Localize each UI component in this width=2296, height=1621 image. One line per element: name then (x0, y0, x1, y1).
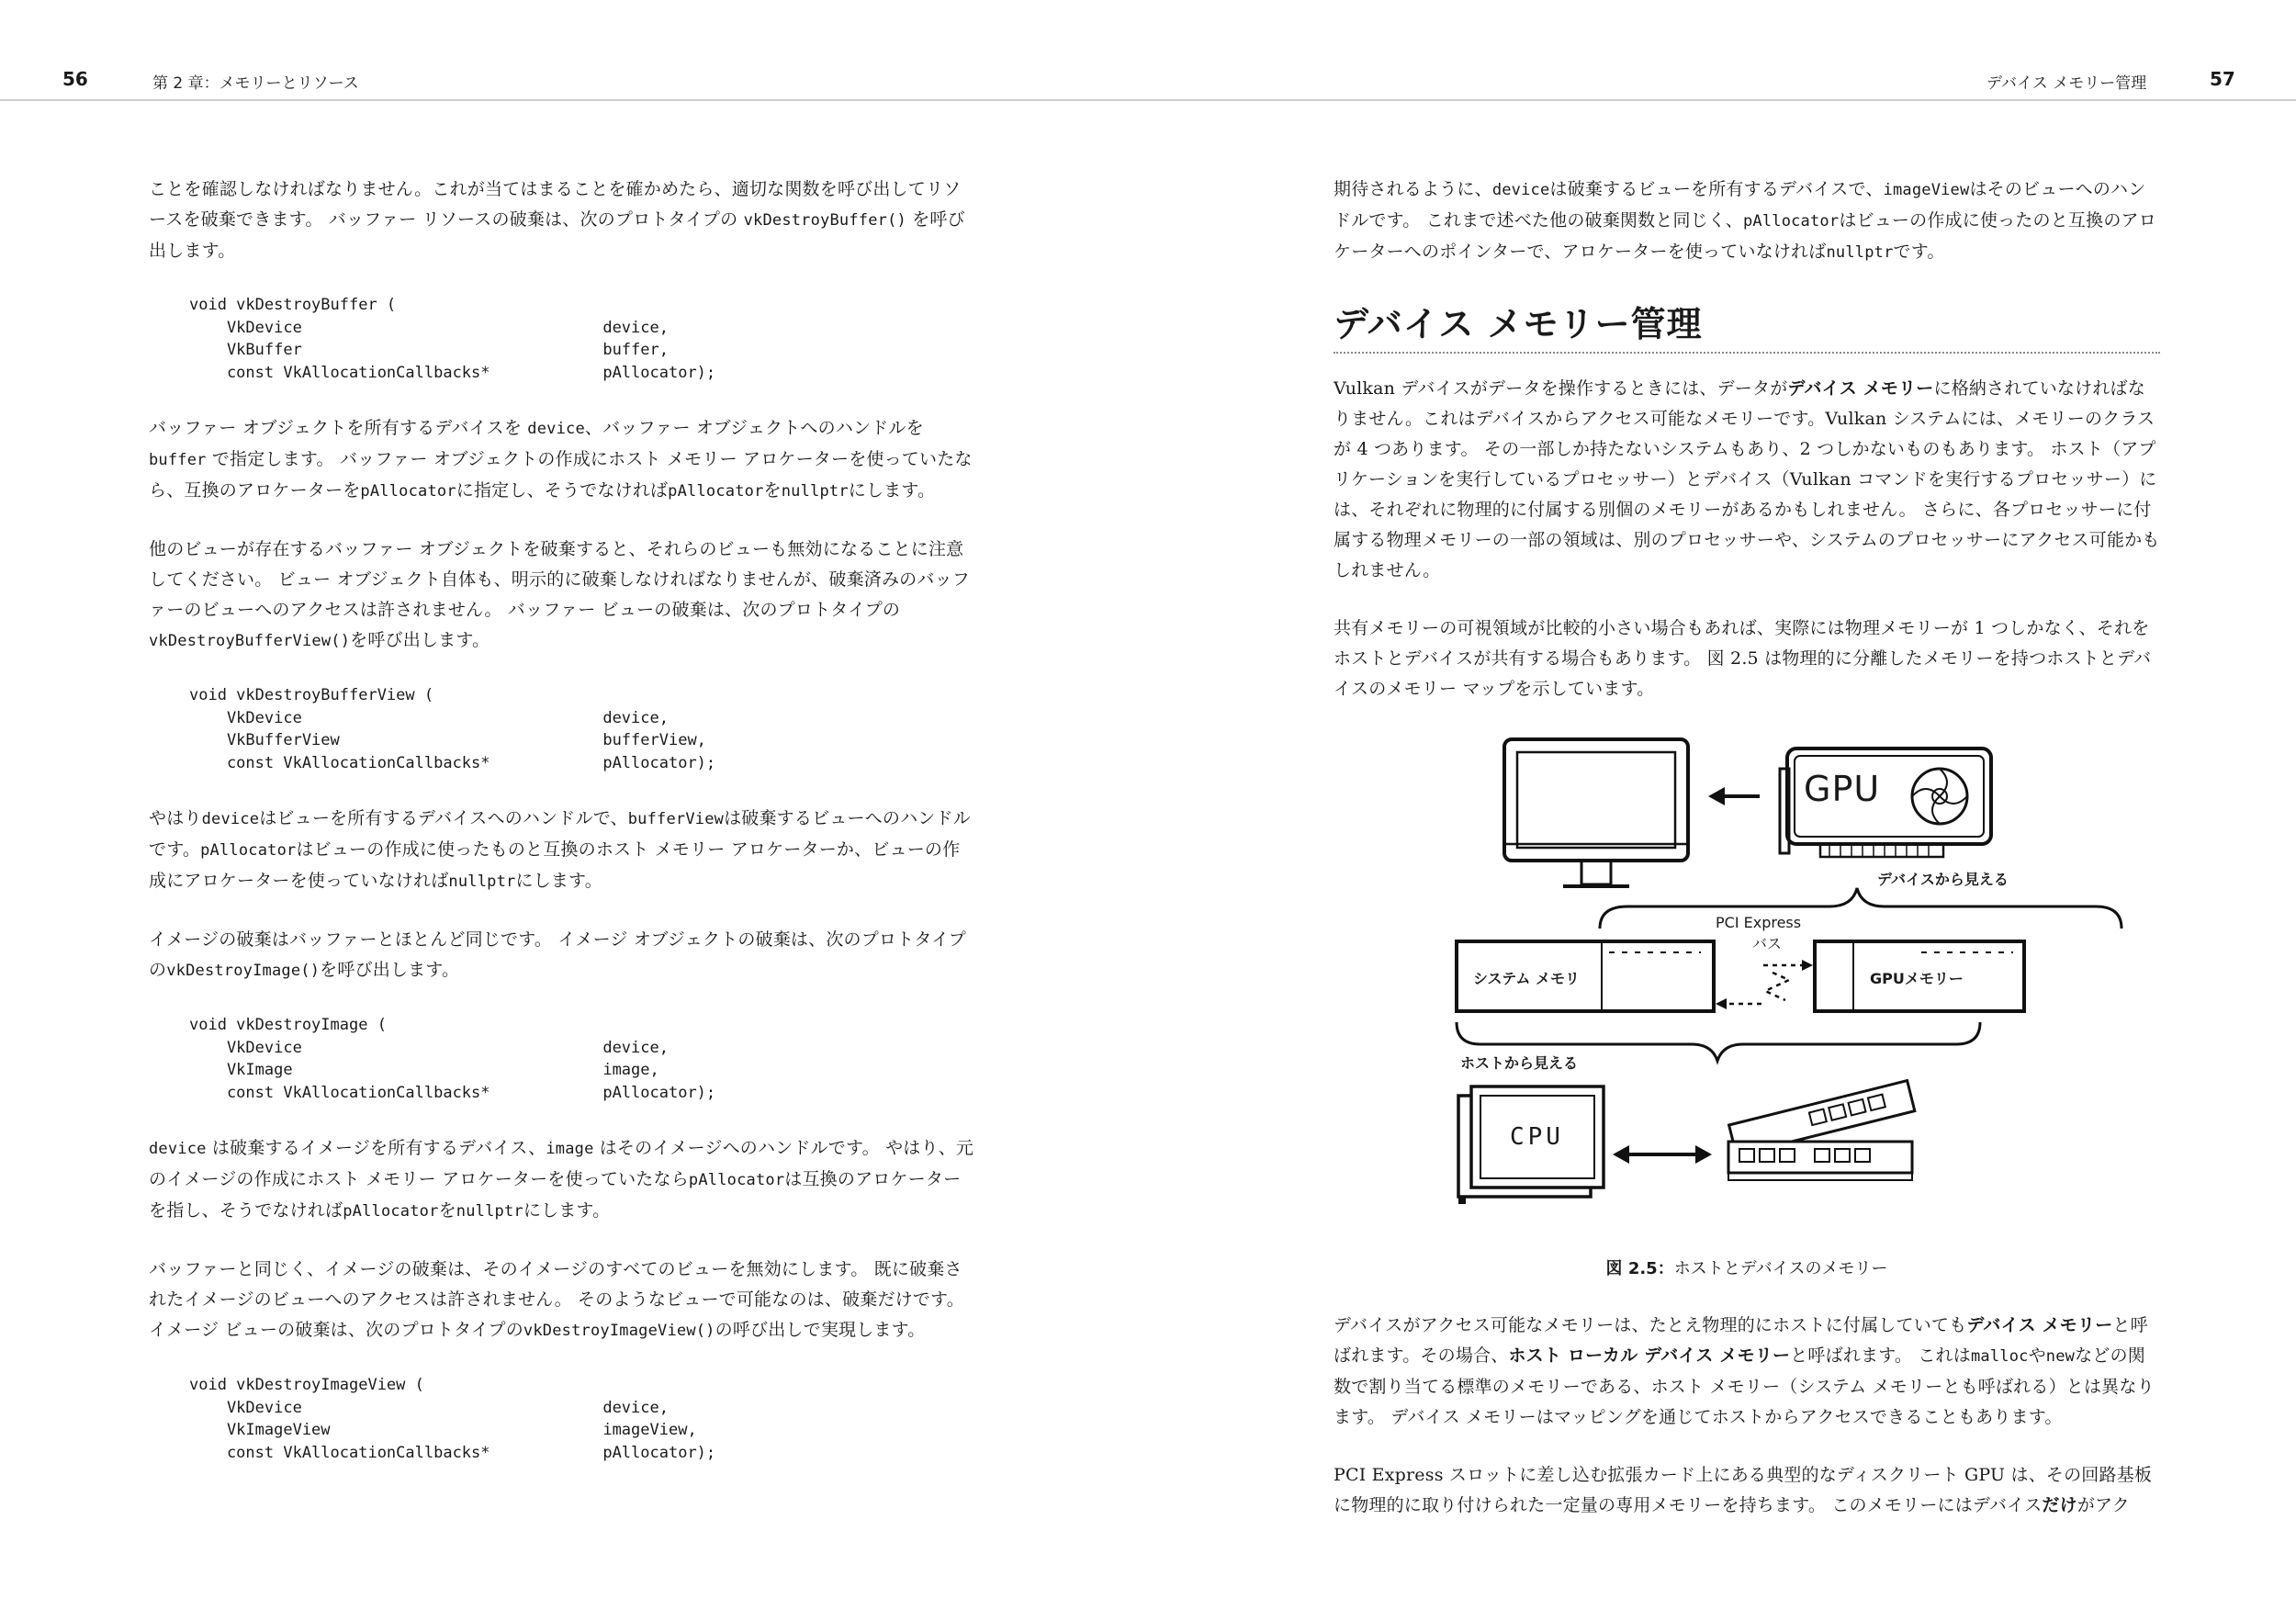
pcie-label-line1: PCI Express (1716, 914, 1802, 931)
left-paragraph-7: バッファーと同じく、イメージの破棄は、そのイメージのすべてのビューを無効にします。 既に破棄されたイメージのビューへのアクセスは許されません。 そのようなビューで可能なのは、破棄だけです。 イメージ ビューの破棄は、次のプロトタイプのvkDestroyImageView()の呼び出しで実現します。 (149, 1259, 964, 1340)
figure-memory-map (1334, 732, 2160, 1283)
system-memory-label: システム メモリ (1473, 970, 1580, 987)
code-vkDestroyImageView: void vkDestroyImageView ( VkDevice device, VkImageView imageView, const VkAllocationCallbacks* pAllocator); (189, 1376, 716, 1462)
left-paragraph-2: バッファー オブジェクトを所有するデバイスを device、バッファー オブジェクトへのハンドルを buffer で指定します。 バッファー オブジェクトの作成にホスト メモリー アロケーターを使っていたなら、互換のアロケーターをpAllocatorに指定し、そうでなければpAllocatorをnullptrにします。 (149, 418, 973, 501)
pcie-bus-arrows (1716, 960, 1813, 1009)
device-visible-label: デバイスから見える (1877, 871, 2009, 888)
header-rule (0, 99, 2296, 101)
right-page-number: 57 (2210, 68, 2235, 90)
ram-sticks-icon (1728, 1081, 1915, 1180)
left-paragraph-1: ことを確認しなければなりません。これが当てはまることを確かめたら、適切な関数を呼び出してリソースを破棄できます。 バッファー リソースの破棄は、次のプロトタイプの vkDestroyBuffer() を呼び出します。 (149, 179, 965, 261)
section-title: デバイス メモリー管理 (1334, 296, 2160, 354)
figure-drawing (1334, 732, 2160, 1283)
gpu-to-display-arrow (1708, 787, 1760, 805)
left-running-head: 第 2 章：メモリーとリソース (152, 74, 359, 93)
right-page (1334, 174, 2160, 1548)
gpu-label: GPU (1804, 769, 1881, 809)
code-vkDestroyBufferView: void vkDestroyBufferView ( VkDevice device, VkBufferView bufferView, const VkAllocationCallbacks* pAllocator); (189, 686, 716, 772)
right-paragraph-4: デバイスがアクセス可能なメモリーは、たとえ物理的にホストに付属していてもデバイス メモリーと呼ばれます。その場合、ホスト ローカル デバイス メモリーと呼ばれます。 これはmallocやnewなどの関数で割り当てる標準のメモリーである、ホスト メモリー（システム メモリーとも呼ばれる）とは異なります。 デバイス メモリーはマッピングを通じてホストからアクセスできることもあります。 (1334, 1315, 2155, 1427)
code-vkDestroyBuffer: void vkDestroyBuffer ( VkDevice device, VkBuffer buffer, const VkAllocationCallbacks* pAllocator); (189, 296, 716, 382)
host-visible-label: ホストから見える (1460, 1054, 1579, 1072)
cpu-ram-arrow (1613, 1145, 1712, 1164)
gpu-memory-label: GPUメモリー (1870, 970, 1964, 987)
left-page-number: 56 (62, 68, 88, 90)
monitor-icon (1504, 739, 1688, 886)
code-vkDestroyImage: void vkDestroyImage ( VkDevice device, VkImage image, const VkAllocationCallbacks* pAllocator); (189, 1016, 716, 1102)
right-running-head: デバイス メモリー管理 (1986, 74, 2147, 93)
right-paragraph-2: Vulkan デバイスがデータを操作するときには、データがデバイス メモリーに格納されていなければなりません。これはデバイスからアクセス可能なメモリーです。Vulkan システムには、メモリーのクラスが 4 つあります。 その一部しか持たないシステムもあり、2 つしかないものもあります。 ホスト（アプリケーションを実行しているプロセッサー）とデバイス（Vulkan コマンドを実行するプロセッサー）には、それぞれに物理的に付属する別個のメモリーがあるかもしれません。 さらに、各プロセッサーに付属する物理メモリーの一部の領域は、別のプロセッサーや、システムのプロセッサーにアクセス可能かもしれません。 (1334, 378, 2160, 580)
right-paragraph-3: 共有メモリーの可視領域が比較的小さい場合もあれば、実際には物理メモリーが 1 つしかなく、それをホストとデバイスが共有する場合もあります。 図 2.5 は物理的に分離したメモリーを持つホストとデバイスのメモリー マップを示しています。 (1334, 618, 2152, 699)
figure-caption: 図 2.5：ホストとデバイスのメモリー (1605, 1259, 1888, 1278)
left-paragraph-5: イメージの破棄はバッファーとほとんど同じです。 イメージ オブジェクトの破棄は、次のプロトタイプのvkDestroyImage()を呼び出します。 (149, 929, 966, 980)
left-paragraph-6: device は破棄するイメージを所有するデバイス、image はそのイメージへのハンドルです。 やはり、元のイメージの作成にホスト メモリー アロケーターを使っていたならpAllocatorは互換のアロケーターを指し、そうでなければpAllocatorをnullptrにします。 (149, 1138, 974, 1221)
device-visible-brace (1600, 888, 2122, 929)
left-paragraph-3: 他のビューが存在するバッファー オブジェクトを破棄すると、それらのビューも無効になることに注意してください。 ビュー オブジェクト自体も、明示的に破棄しなければなりませんが、破棄済みのバッファーのビューへのアクセスは許されません。 バッファー ビューの破棄は、次のプロトタイプのvkDestroyBufferView()を呼び出します。 (149, 539, 970, 650)
cpu-label: CPU (1510, 1123, 1564, 1151)
left-page (149, 174, 975, 1493)
right-paragraph-1: 期待されるように、deviceは破棄するビューを所有するデバイスで、imageViewはそのビューへのハンドルです。 これまで述べた他の破棄関数と同じく、pAllocatorはビューの作成に使ったのと互換のアロケーターへのポインターで、アロケーターを使っていなければnullptrです。 (1334, 179, 2156, 262)
right-paragraph-5: PCI Express スロットに差し込む拡張カード上にある典型的なディスクリート GPU は、その回路基板に物理的に取り付けられた一定量の専用メモリーを持ちます。 このメモリーにはデバイスだけがアク (1334, 1465, 2153, 1515)
pcie-label-line2: バス (1752, 935, 1783, 952)
left-paragraph-4: やはりdeviceはビューを所有するデバイスへのハンドルで、bufferViewは破棄するビューへのハンドルです。pAllocatorはビューの作成に使ったものと互換のホスト メモリー アロケーターか、ビューの作成にアロケーターを使っていなければnullptrにします。 (149, 808, 971, 891)
